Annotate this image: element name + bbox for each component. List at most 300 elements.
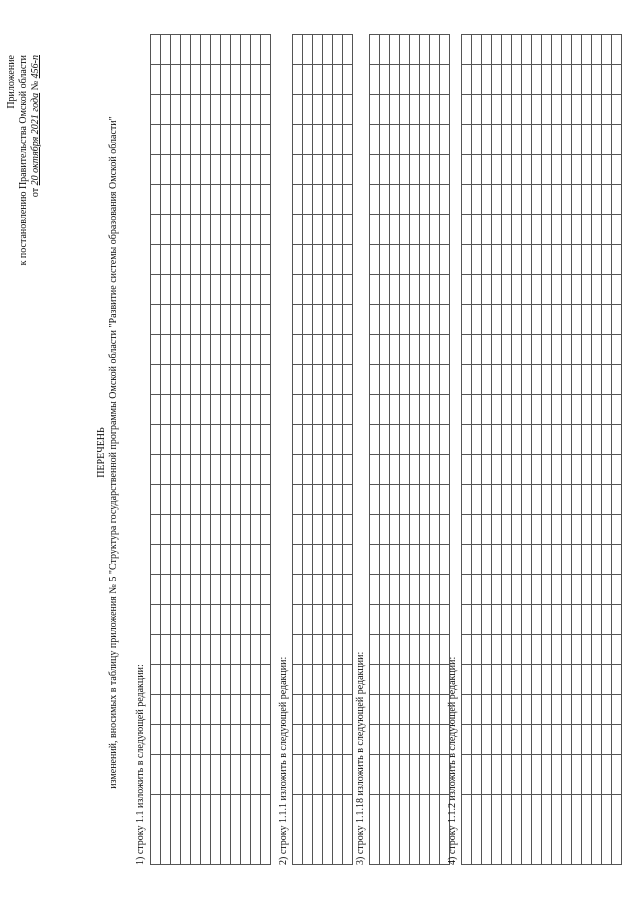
table-cell — [181, 155, 191, 185]
table-cell — [420, 575, 430, 605]
table-cell — [181, 545, 191, 575]
table-cell — [602, 515, 612, 545]
table-cell — [522, 695, 532, 725]
table-cell — [303, 485, 313, 515]
table-cell — [151, 65, 161, 95]
table-row — [420, 35, 430, 865]
table-cell — [171, 455, 181, 485]
table-cell — [221, 545, 231, 575]
table-cell — [211, 35, 221, 65]
table-cell — [482, 35, 492, 65]
table-cell — [482, 185, 492, 215]
table-cell — [502, 665, 512, 695]
table-cell — [592, 365, 602, 395]
table-cell — [532, 245, 542, 275]
table-cell — [380, 425, 390, 455]
table-row — [221, 35, 231, 865]
table-cell — [552, 155, 562, 185]
table-cell — [562, 215, 572, 245]
table-cell — [303, 185, 313, 215]
table-cell — [161, 305, 171, 335]
table-cell — [430, 125, 440, 155]
table-cell — [542, 795, 552, 865]
table-cell — [323, 515, 333, 545]
table-cell — [231, 575, 241, 605]
table-cell — [532, 155, 542, 185]
table-cell — [181, 95, 191, 125]
table-cell — [562, 665, 572, 695]
table-cell — [552, 695, 562, 725]
table-cell — [572, 485, 582, 515]
table-cell — [440, 305, 450, 335]
table-cell — [492, 395, 502, 425]
table-cell — [231, 185, 241, 215]
table-cell — [293, 305, 303, 335]
table-cell — [592, 275, 602, 305]
table-cell — [221, 95, 231, 125]
table-cell — [261, 635, 271, 665]
table-cell — [410, 125, 420, 155]
table-cell — [410, 695, 420, 725]
table-cell — [211, 245, 221, 275]
table-row — [592, 35, 602, 865]
table-cell — [430, 695, 440, 725]
table-cell — [572, 795, 582, 865]
table-cell — [532, 575, 542, 605]
table-cell — [390, 245, 400, 275]
table-cell — [171, 95, 181, 125]
table-cell — [400, 665, 410, 695]
table-cell — [333, 665, 343, 695]
table-cell — [440, 245, 450, 275]
table-cell — [482, 725, 492, 755]
table-cell — [592, 635, 602, 665]
table-row — [161, 35, 171, 865]
table-cell — [502, 185, 512, 215]
table-cell — [582, 665, 592, 695]
table-cell — [552, 125, 562, 155]
table-cell — [592, 725, 602, 755]
table-cell — [171, 795, 181, 865]
table-cell — [472, 605, 482, 635]
table-cell — [191, 275, 201, 305]
table-cell — [201, 515, 211, 545]
table-cell — [261, 545, 271, 575]
table-cell — [572, 245, 582, 275]
table-cell — [440, 275, 450, 305]
table-cell — [191, 185, 201, 215]
table-cell — [522, 245, 532, 275]
table-cell — [602, 545, 612, 575]
table-cell — [542, 485, 552, 515]
table-cell — [323, 725, 333, 755]
table-cell — [261, 95, 271, 125]
table-cell — [592, 35, 602, 65]
table-cell — [323, 665, 333, 695]
table-cell — [602, 365, 612, 395]
table-cell — [313, 665, 323, 695]
table-cell — [181, 485, 191, 515]
table-cell — [343, 275, 353, 305]
table-cell — [380, 795, 390, 865]
decree-date: 20 октября 2021 года — [30, 92, 41, 186]
table-cell — [400, 155, 410, 185]
table-cell — [380, 245, 390, 275]
table-cell — [462, 635, 472, 665]
table-cell — [482, 755, 492, 795]
table-cell — [231, 695, 241, 725]
table-cell — [313, 695, 323, 725]
table-cell — [343, 65, 353, 95]
table-cell — [542, 245, 552, 275]
table-cell — [430, 275, 440, 305]
table-cell — [390, 755, 400, 795]
table-cell — [231, 245, 241, 275]
table-cell — [161, 575, 171, 605]
table-cell — [612, 275, 622, 305]
table-cell — [572, 575, 582, 605]
table-cell — [390, 665, 400, 695]
table-cell — [582, 455, 592, 485]
table-cell — [343, 245, 353, 275]
table-cell — [231, 395, 241, 425]
table-cell — [343, 185, 353, 215]
table-cell — [592, 455, 602, 485]
table-cell — [251, 635, 261, 665]
table-cell — [191, 635, 201, 665]
table-cell — [241, 605, 251, 635]
table-cell — [582, 305, 592, 335]
table-cell — [171, 35, 181, 65]
table-cell — [191, 455, 201, 485]
table-cell — [552, 755, 562, 795]
table-cell — [151, 575, 161, 605]
table-cell — [552, 425, 562, 455]
table-cell — [293, 755, 303, 795]
table-cell — [522, 365, 532, 395]
table-cell — [380, 365, 390, 395]
table-cell — [241, 95, 251, 125]
table-cell — [440, 485, 450, 515]
table-cell — [191, 665, 201, 695]
table-cell — [231, 95, 241, 125]
table-cell — [323, 95, 333, 125]
table-cell — [502, 695, 512, 725]
table-cell — [323, 275, 333, 305]
table-cell — [390, 635, 400, 665]
table-cell — [171, 695, 181, 725]
table-cell — [582, 575, 592, 605]
table-cell — [293, 185, 303, 215]
table-cell — [390, 605, 400, 635]
table-cell — [472, 245, 482, 275]
table-cell — [211, 665, 221, 695]
table-cell — [472, 755, 482, 795]
table-row — [251, 35, 261, 865]
table-cell — [532, 305, 542, 335]
table-cell — [552, 725, 562, 755]
table-cell — [231, 155, 241, 185]
table-cell — [191, 395, 201, 425]
table-cell — [522, 545, 532, 575]
table-cell — [462, 755, 472, 795]
table-cell — [161, 185, 171, 215]
table-cell — [181, 575, 191, 605]
table-cell — [191, 485, 201, 515]
table-cell — [512, 575, 522, 605]
table-cell — [502, 215, 512, 245]
table-cell — [512, 335, 522, 365]
table-cell — [221, 365, 231, 395]
table-cell — [440, 65, 450, 95]
table-cell — [552, 65, 562, 95]
table-cell — [303, 155, 313, 185]
table-cell — [430, 155, 440, 185]
table-cell — [532, 65, 542, 95]
table-cell — [171, 155, 181, 185]
table-cell — [502, 95, 512, 125]
table-cell — [502, 245, 512, 275]
table-cell — [293, 35, 303, 65]
table-cell — [241, 455, 251, 485]
table-cell — [420, 185, 430, 215]
table-cell — [612, 125, 622, 155]
table-cell — [562, 575, 572, 605]
table-cell — [542, 155, 552, 185]
table-cell — [482, 605, 492, 635]
table-cell — [602, 245, 612, 275]
table-cell — [303, 35, 313, 65]
table-cell — [430, 665, 440, 695]
table-cell — [572, 305, 582, 335]
table-cell — [522, 755, 532, 795]
table-cell — [151, 605, 161, 635]
table-cell — [462, 275, 472, 305]
table-cell — [612, 485, 622, 515]
table-cell — [221, 665, 231, 695]
table-cell — [390, 95, 400, 125]
table-cell — [512, 455, 522, 485]
table-cell — [482, 425, 492, 455]
table-cell — [161, 215, 171, 245]
table-cell — [472, 335, 482, 365]
table-cell — [472, 35, 482, 65]
table-cell — [612, 155, 622, 185]
table-cell — [492, 545, 502, 575]
table-cell — [390, 305, 400, 335]
table-cell — [420, 515, 430, 545]
table-cell — [261, 665, 271, 695]
table-cell — [420, 245, 430, 275]
table-cell — [410, 485, 420, 515]
table-cell — [151, 755, 161, 795]
table-cell — [562, 95, 572, 125]
table-cell — [482, 215, 492, 245]
table-cell — [602, 185, 612, 215]
table-cell — [151, 155, 161, 185]
section-3-table — [369, 34, 450, 865]
table-cell — [430, 215, 440, 245]
table-cell — [512, 515, 522, 545]
table-cell — [201, 425, 211, 455]
table-cell — [343, 725, 353, 755]
table-cell — [552, 515, 562, 545]
table-cell — [303, 515, 313, 545]
table-cell — [602, 605, 612, 635]
table-cell — [261, 725, 271, 755]
table-cell — [572, 125, 582, 155]
table-cell — [293, 395, 303, 425]
table-cell — [492, 275, 502, 305]
table-cell — [462, 425, 472, 455]
table-cell — [592, 485, 602, 515]
table-cell — [323, 755, 333, 795]
table-cell — [512, 695, 522, 725]
table-cell — [380, 125, 390, 155]
table-cell — [430, 365, 440, 395]
table-cell — [532, 95, 542, 125]
table-cell — [221, 65, 231, 95]
table-cell — [462, 305, 472, 335]
table-cell — [323, 185, 333, 215]
table-cell — [390, 395, 400, 425]
table-cell — [430, 395, 440, 425]
table-cell — [171, 545, 181, 575]
table-cell — [221, 275, 231, 305]
table-cell — [221, 425, 231, 455]
table-cell — [522, 635, 532, 665]
table-cell — [400, 125, 410, 155]
table-cell — [400, 275, 410, 305]
table-cell — [430, 335, 440, 365]
table-cell — [370, 305, 380, 335]
table-cell — [390, 125, 400, 155]
table-cell — [572, 425, 582, 455]
table-cell — [211, 185, 221, 215]
table-cell — [261, 455, 271, 485]
table-cell — [562, 395, 572, 425]
table-row — [171, 35, 181, 865]
table-cell — [542, 65, 552, 95]
table-cell — [592, 395, 602, 425]
table-cell — [303, 245, 313, 275]
table-cell — [410, 795, 420, 865]
table-cell — [472, 95, 482, 125]
table-cell — [532, 515, 542, 545]
table-cell — [492, 665, 502, 695]
table-row — [211, 35, 221, 865]
table-cell — [333, 455, 343, 485]
table-cell — [303, 125, 313, 155]
table-cell — [492, 575, 502, 605]
table-cell — [370, 755, 380, 795]
table-cell — [390, 545, 400, 575]
table-cell — [390, 335, 400, 365]
table-cell — [303, 335, 313, 365]
table-cell — [251, 275, 261, 305]
table-cell — [472, 795, 482, 865]
table-cell — [251, 695, 261, 725]
table-cell — [430, 795, 440, 865]
table-cell — [201, 335, 211, 365]
table-cell — [410, 455, 420, 485]
table-cell — [420, 155, 430, 185]
table-cell — [343, 125, 353, 155]
table-cell — [261, 185, 271, 215]
table-cell — [343, 365, 353, 395]
table-cell — [191, 35, 201, 65]
table-cell — [592, 795, 602, 865]
table-cell — [313, 215, 323, 245]
table-row — [602, 35, 612, 865]
table-cell — [612, 665, 622, 695]
table-cell — [293, 125, 303, 155]
table-cell — [343, 695, 353, 725]
table-cell — [221, 755, 231, 795]
table-cell — [201, 245, 211, 275]
table-row — [303, 35, 313, 865]
table-cell — [323, 605, 333, 635]
table-cell — [333, 755, 343, 795]
table-cell — [430, 575, 440, 605]
table-cell — [462, 795, 472, 865]
table-cell — [370, 695, 380, 725]
table-cell — [532, 455, 542, 485]
table-row — [181, 35, 191, 865]
table-cell — [333, 335, 343, 365]
table-cell — [552, 575, 562, 605]
table-cell — [420, 455, 430, 485]
table-cell — [161, 275, 171, 305]
table-cell — [552, 185, 562, 215]
table-cell — [462, 185, 472, 215]
table-cell — [512, 725, 522, 755]
table-cell — [261, 275, 271, 305]
table-cell — [420, 275, 430, 305]
table-cell — [261, 215, 271, 245]
table-cell — [241, 395, 251, 425]
table-cell — [161, 35, 171, 65]
table-cell — [532, 545, 542, 575]
table-cell — [420, 95, 430, 125]
table-cell — [313, 635, 323, 665]
table-cell — [572, 725, 582, 755]
table-cell — [231, 305, 241, 335]
table-cell — [410, 155, 420, 185]
table-cell — [420, 545, 430, 575]
table-cell — [532, 335, 542, 365]
table-cell — [161, 515, 171, 545]
table-cell — [390, 485, 400, 515]
table-cell — [532, 275, 542, 305]
table-cell — [430, 65, 440, 95]
table-cell — [522, 605, 532, 635]
table-cell — [181, 635, 191, 665]
table-cell — [542, 305, 552, 335]
table-cell — [241, 215, 251, 245]
table-cell — [582, 425, 592, 455]
table-cell — [532, 35, 542, 65]
table-cell — [161, 125, 171, 155]
document-title: ПЕРЕЧЕНЬ — [96, 427, 107, 478]
table-cell — [151, 665, 161, 695]
table-cell — [420, 395, 430, 425]
table-cell — [482, 515, 492, 545]
table-cell — [612, 635, 622, 665]
table-cell — [191, 335, 201, 365]
table-cell — [370, 185, 380, 215]
table-cell — [303, 215, 313, 245]
